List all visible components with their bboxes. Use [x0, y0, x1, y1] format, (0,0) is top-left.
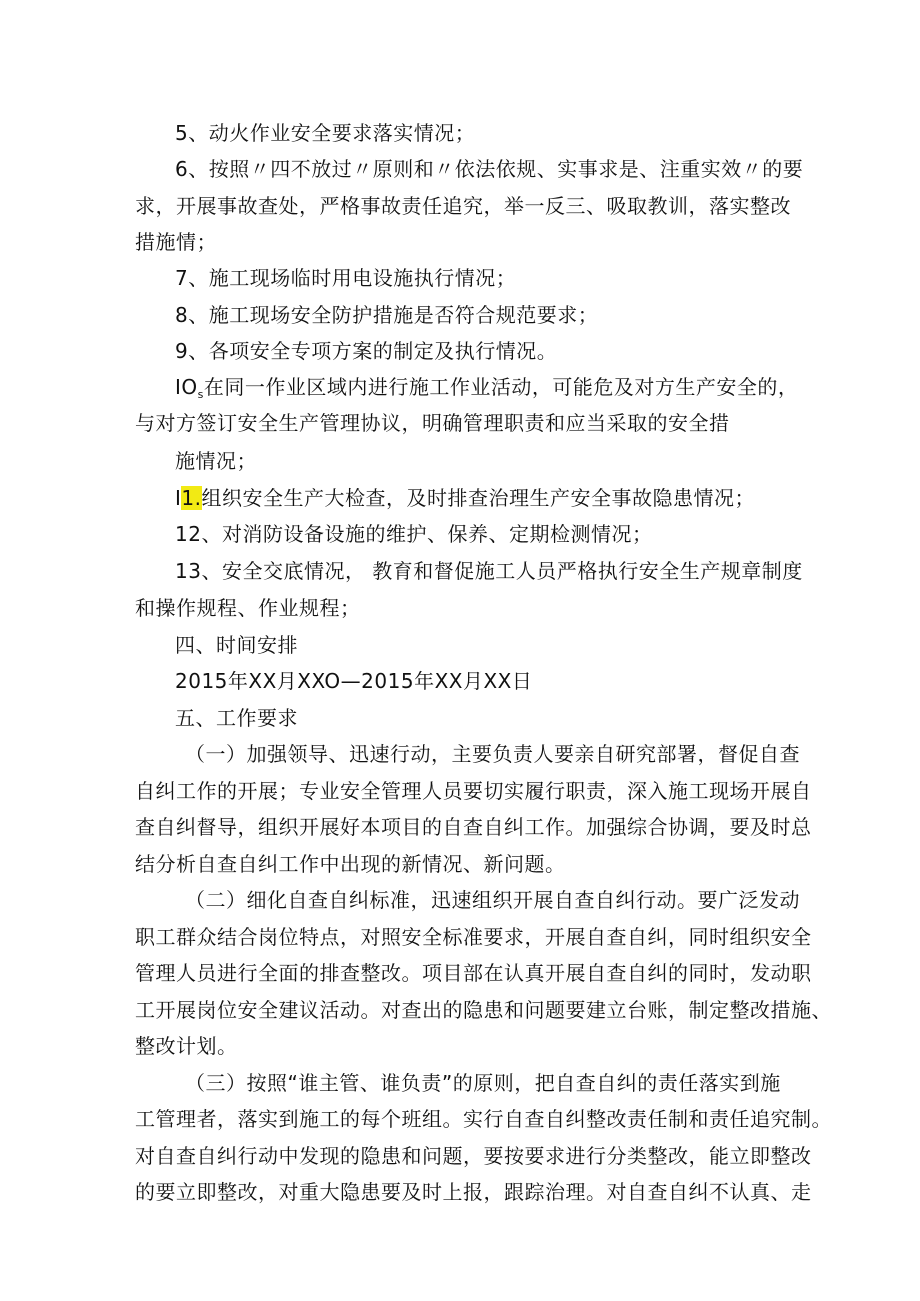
section-5-heading: 五、工作要求: [175, 706, 298, 730]
para-1-line-2: 自纠工作的开展；专业安全管理人员要切实履行职责，深入施工现场开展自: [135, 779, 812, 803]
para-3-line-1: （三）按照“谁主管、谁负责”的原则，把自查自纠的责任落实到施: [185, 1071, 781, 1095]
para-2-line-5: 整改计划。: [135, 1034, 238, 1058]
para-2-line-2: 职工群众结合岗位特点，对照安全标准要求，开展自查自纠，同时组织安全: [135, 925, 812, 949]
item-6-line-2: 求，开展事故查处，严格事故责任追究，举一反三、吸取教训，落实整改: [135, 194, 791, 218]
para-1-line-1: （一）加强领导、迅速行动，主要负责人要亲自研究部署，督促自查: [185, 742, 800, 766]
item-7: 7、施工现场临时用电设施执行情况；: [175, 266, 517, 290]
para-2-line-4: 工开展岗位安全建议活动。对查出的隐患和问题要建立台账，制定整改措施、: [135, 998, 832, 1022]
para-2-line-1: （二）细化自查自纠标准，迅速组织开展自查自纠行动。要广泛发动: [185, 888, 800, 912]
item-6-line-1: 6、按照〃四不放过〃原则和〃依法依规、实事求是、注重实效〃的要: [175, 157, 804, 181]
para-1-line-3: 查自纠督导，组织开展好本项目的自查自纠工作。加强综合协调，要及时总: [135, 815, 812, 839]
item-11-highlight: 1.: [181, 486, 202, 510]
item-10-line-3: 施情况；: [175, 449, 257, 473]
item-10-text: 在同一作业区域内进行施工作业活动，可能危及对方生产安全的，: [203, 375, 799, 399]
para-3-line-3: 对自查自纠行动中发现的隐患和问题，要按要求进行分类整改，能立即整改: [135, 1144, 812, 1168]
item-10-line-2: 与对方签订安全生产管理协议，明确管理职责和应当采取的安全措: [135, 411, 730, 435]
item-5: 5、动火作业安全要求落实情况；: [175, 121, 476, 145]
item-13-line-2: 和操作规程、作业规程；: [135, 596, 361, 620]
item-11-number: I: [175, 486, 182, 510]
para-3-line-4: 的要立即整改，对重大隐患要及时上报，跟踪治理。对自查自纠不认真、走: [135, 1180, 812, 1204]
item-13-line-1: 13、安全交底情况， 教育和督促施工人员严格执行安全生产规章制度: [175, 559, 803, 583]
item-10-subscript: s: [197, 388, 204, 401]
item-8: 8、施工现场安全防护措施是否符合规范要求；: [175, 303, 599, 327]
para-3-line-2: 工管理者，落实到施工的每个班组。实行自查自纠整改责任制和责任追究制。: [135, 1107, 832, 1131]
item-10-line-1: [175, 374, 798, 408]
para-1-line-4: 结分析自查自纠工作中出现的新情况、新问题。: [135, 852, 566, 876]
section-4-heading: 四、时间安排: [175, 633, 298, 657]
item-11-text: 组织安全生产大检查，及时排查治理生产安全事故隐患情况；: [201, 486, 755, 510]
section-4-date-range: 2015年XX月XXO—2015年XX月XX日: [175, 669, 533, 693]
item-10-number: IO: [175, 375, 198, 399]
item-9: 9、各项安全专项方案的制定及执行情况。: [175, 339, 558, 363]
item-11: [175, 485, 755, 511]
item-12: 12、对消防设备设施的维护、保养、定期检测情况；: [175, 522, 653, 546]
para-2-line-3: 管理人员进行全面的排查整改。项目部在认真开展自查自纠的同时，发动职: [135, 961, 812, 985]
item-6-line-3: 措施情；: [135, 230, 217, 254]
